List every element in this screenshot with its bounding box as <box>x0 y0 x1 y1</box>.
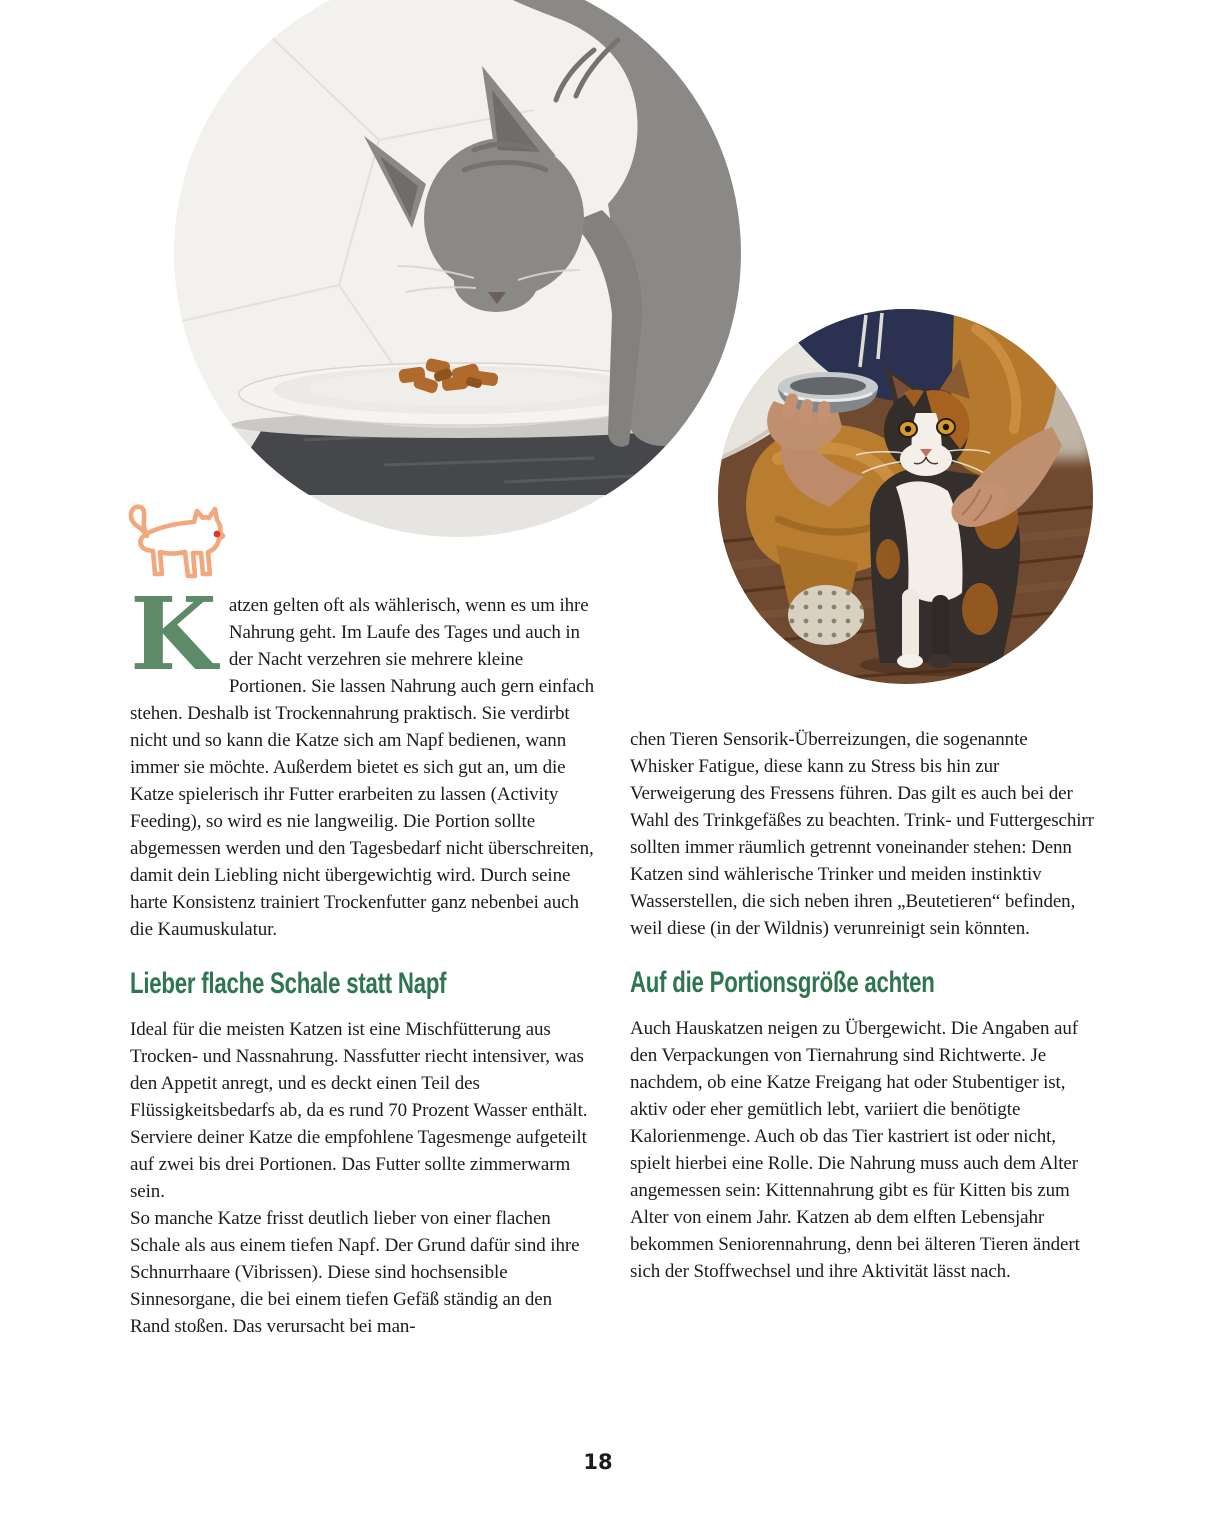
paragraph-whisker-fatigue: chen Tieren Sensorik-Überreizungen, die sogenannte Whisker Fatigue, diese kann zu Stress bis hin zur Verweigerung des Fressens führen. Das gilt es auch bei der Wahl des Trinkgefäßes zu beachten. Trink- und Futtergeschirr sollten immer räumlich getrennt voneinander stehen: Denn Katzen sind wählerische Trinker und meiden instinktiv Wasserstellen, die sich neben ihren „Beutetieren“ befinden, weil diese (in der Wildnis) verunreinigt sein könnten. <box>630 729 1094 939</box>
section-heading-portionsgroesse: Auf die Portionsgröße achten <box>630 966 935 999</box>
right-column <box>630 726 1094 1285</box>
photo-cat-eating-from-plate <box>174 0 741 537</box>
section-heading-flache-schale: Lieber flache Schale statt Napf <box>130 967 447 1000</box>
intro-paragraph <box>130 575 596 943</box>
drop-cap: K <box>130 575 217 693</box>
paragraph-flache-schale: So manche Katze frisst deutlich lieber von einer flachen Schale als aus einem tiefen Napf. Der Grund dafür sind ihre Schnurrhaare (Vibrissen). Diese sind hochsensible Sinnesorgane, die bei einem tiefen Gefäß ständig an den Rand stoßen. Das verursacht bei man- <box>130 1208 580 1337</box>
owner-cat-illustration <box>718 309 1093 684</box>
page-number: 18 <box>583 1450 613 1474</box>
cat-plate-illustration <box>174 0 741 537</box>
paragraph-mischfuetterung: Ideal für die meisten Katzen ist eine Mischfütterung aus Trocken- und Nassnahrung. Nassfutter riecht intensiver, was den Appetit anregt, und es deckt einen Teil des Flüssigkeitsbedarfs ab, da es rund 70 Prozent Wasser enthält. Serviere deiner Katze die empfohlene Tagesmenge aufgeteilt auf zwei bis drei Portionen. Das Futter sollte zimmerwarm sein. <box>130 1019 588 1202</box>
paragraph-portionsgroesse: Auch Hauskatzen neigen zu Übergewicht. Die Angaben auf den Verpackungen von Tiernahrung sind Richtwerte. Je nachdem, ob eine Katze Freigang hat oder Stubentiger ist, aktiv oder eher gemütlich lebt, variiert die benötigte Kalorienmenge. Auch ob das Tier kastriert ist oder nicht, spielt hierbei eine Rolle. Die Nahrung muss auch dem Alter angemessen sein: Kittennahrung gibt es für Kitten bis zum Alter von einem Jahr. Katzen ab dem elften Lebensjahr bekommen Seniorennahrung, denn bei älteren Tieren ändert sich der Stoffwechsel und ihre Aktivität lässt nach. <box>630 1018 1080 1282</box>
cat-nose-dot <box>214 531 221 538</box>
intro-paragraph-text: atzen gelten oft als wählerisch, wenn es um ihre Nahrung geht. Im Laufe des Tages und auch in der Nacht verzehren sie mehrere kleine Portionen. Sie lassen Nahrung auch gern einfach stehen. Deshalb ist Trockennahrung praktisch. Sie verdirbt nicht und so kann die Katze sich am Napf bedienen, wann immer sie möchte. Außerdem bietet es sich gut an, um die Katze spielerisch ihr Futter erarbeiten zu lassen (Activity Feeding), so wird es nie langweilig. Die Portion sollte abgemessen werden und den Tagesbedarf nicht überschreiten, damit dein Liebling nicht übergewichtig wird. Durch seine harte Konsistenz trainiert Trockenfutter ganz nebenbei auch die Kaumuskulatur. <box>130 595 594 940</box>
photo-owner-bowl-calico-cat <box>718 309 1093 684</box>
left-column <box>130 575 596 1340</box>
